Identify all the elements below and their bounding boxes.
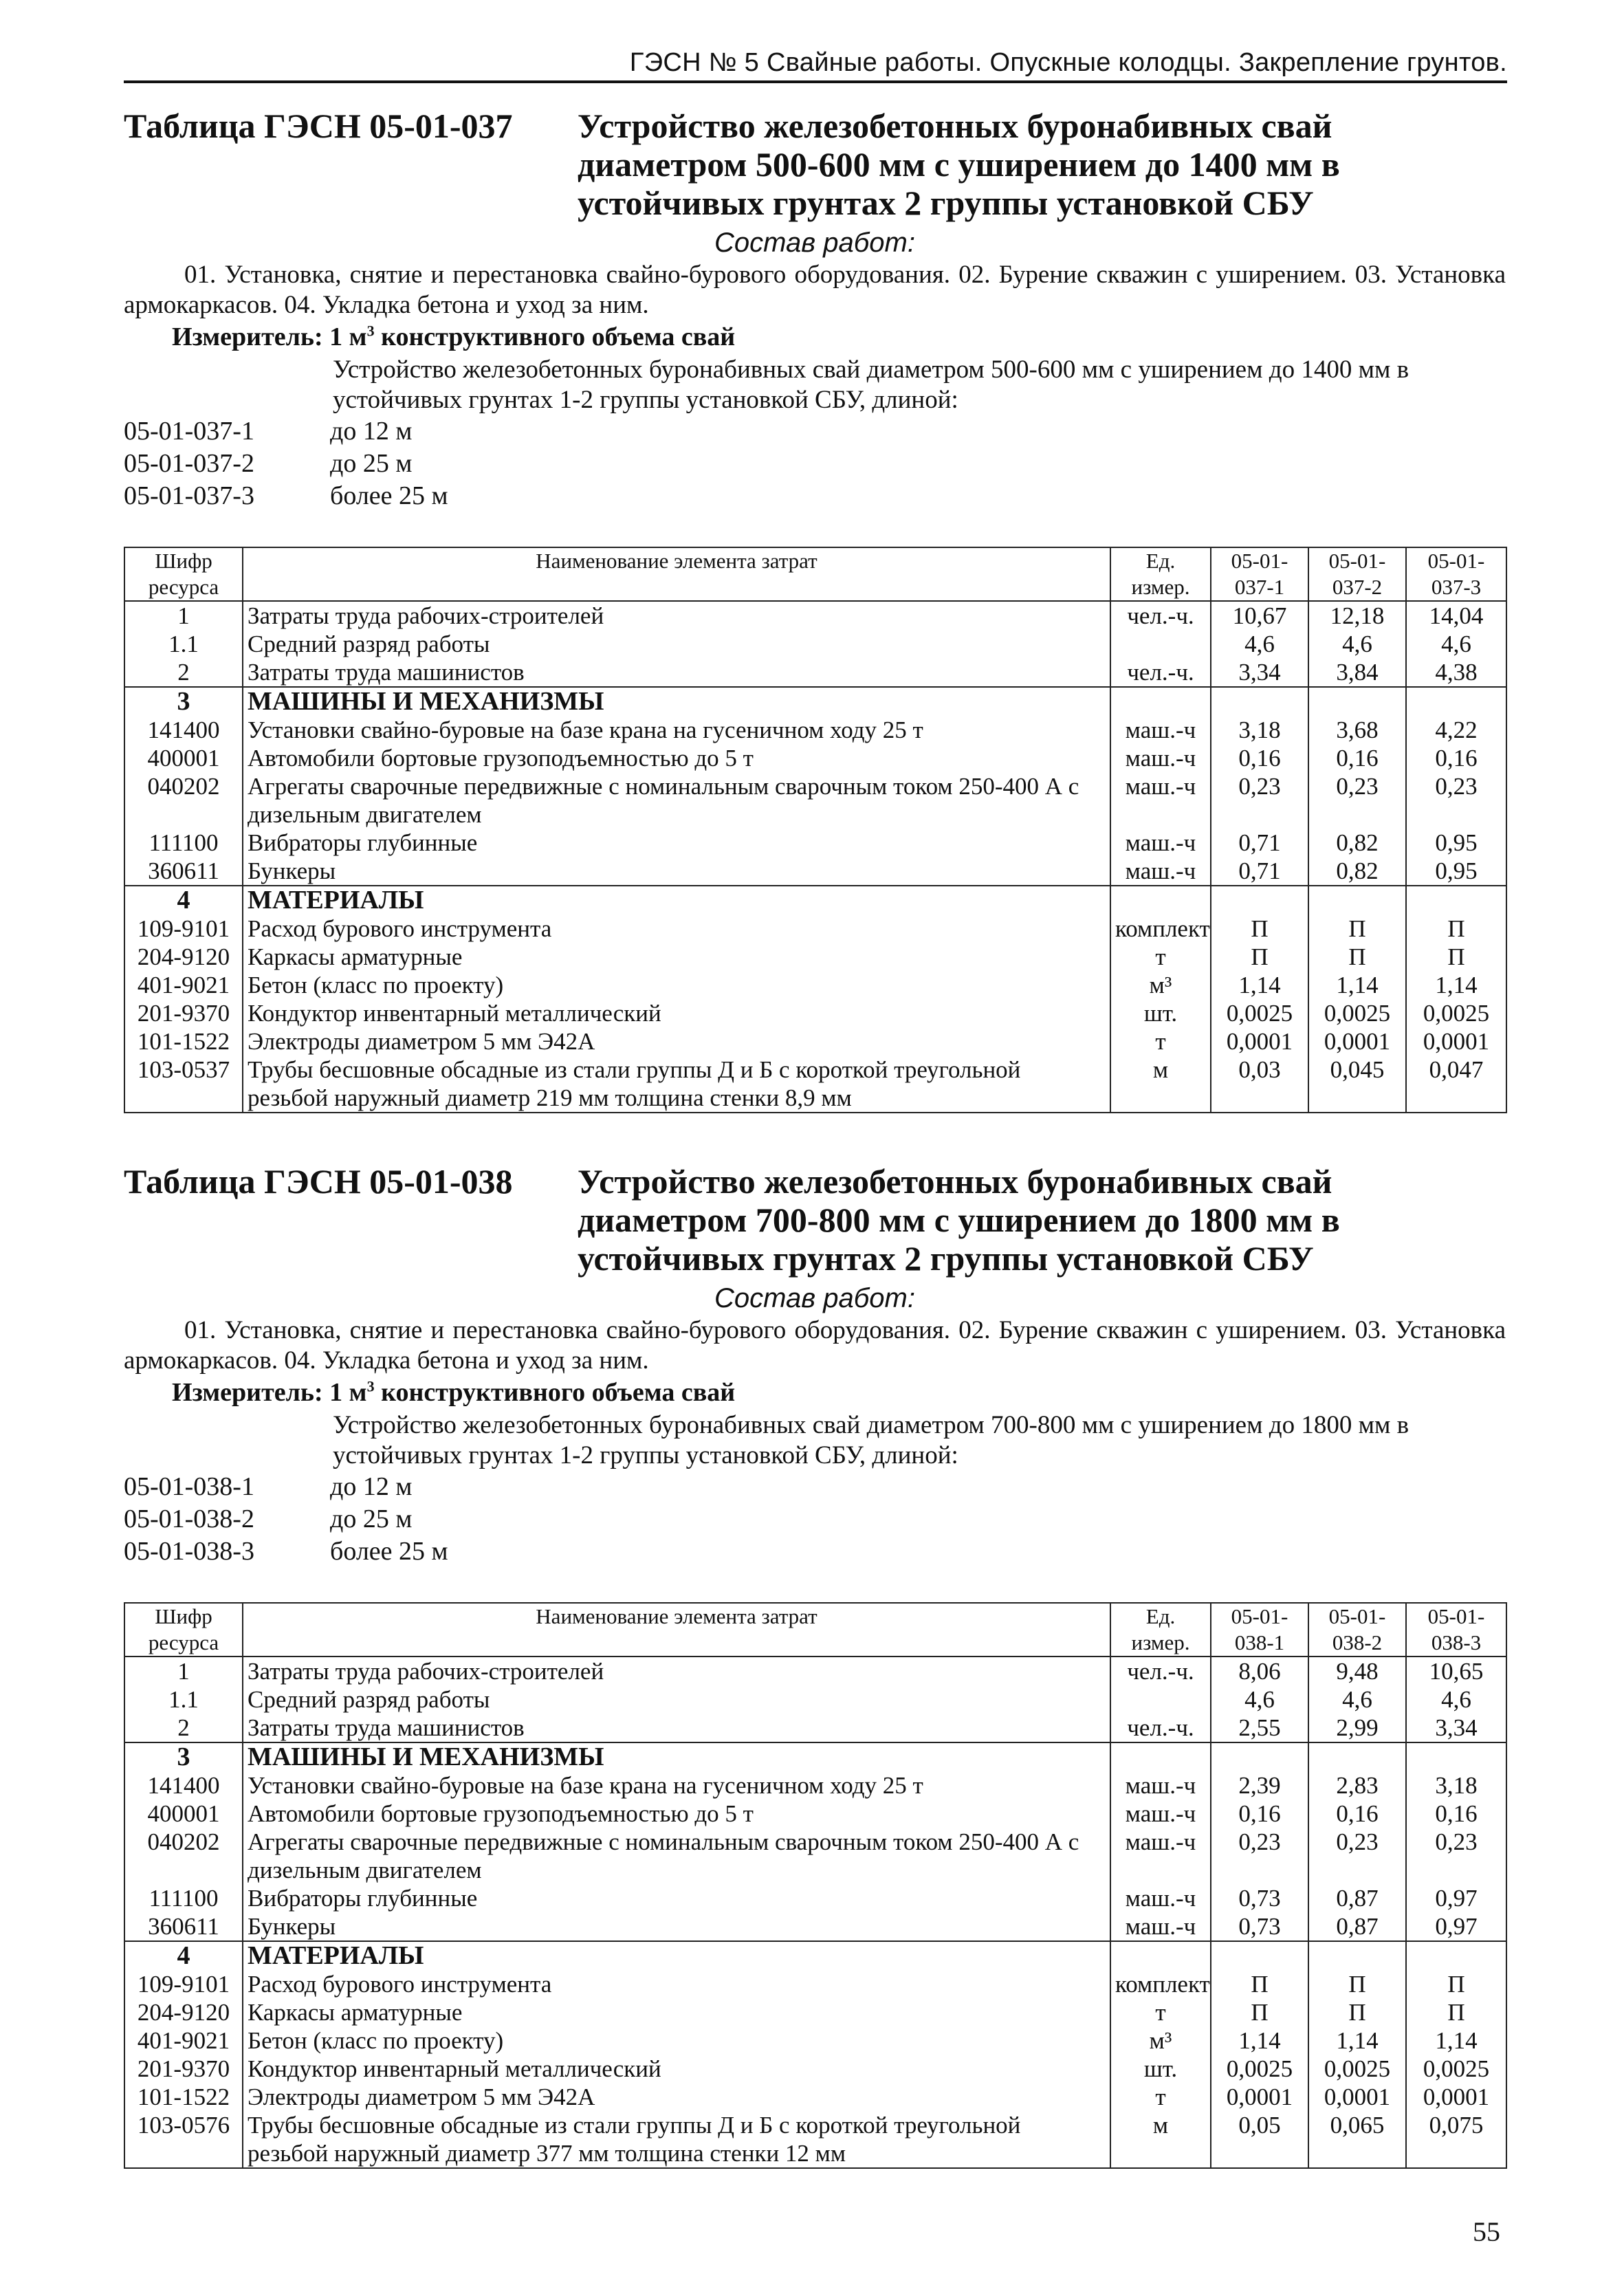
col-header-unit: Ед. измер. <box>1110 547 1211 601</box>
table-row <box>124 1970 1506 1998</box>
running-header: ГЭСН № 5 Свайные работы. Опускные колодцы. Закрепление грунтов. <box>124 48 1507 83</box>
cell-variant-2 <box>1308 1742 1406 1771</box>
cell-unit: маш.-ч <box>1110 772 1211 829</box>
table-row <box>124 1056 1506 1113</box>
table-row <box>124 658 1506 687</box>
table-row <box>124 1828 1506 1884</box>
cell-variant-3: 0,23 <box>1406 772 1506 829</box>
cell-variant-3: 0,97 <box>1406 1912 1506 1941</box>
cell-unit <box>1110 1742 1211 1771</box>
variant-text: до 25 м <box>330 449 413 478</box>
cell-unit: чел.-ч. <box>1110 601 1211 630</box>
cell-unit: т <box>1110 943 1211 971</box>
table-row <box>124 1027 1506 1056</box>
cell-variant-3: 0,95 <box>1406 857 1506 886</box>
cell-code: 400001 <box>124 1800 243 1828</box>
table-row <box>124 1657 1506 1685</box>
col-header-name: Наименование элемента затрат <box>243 547 1110 601</box>
cell-variant-3: П <box>1406 943 1506 971</box>
cell-name: МАШИНЫ И МЕХАНИЗМЫ <box>243 1742 1110 1771</box>
cell-code: 103-0576 <box>124 2111 243 2168</box>
variant-code: 05-01-037-1 <box>124 417 254 446</box>
col-header-variant-1: 05-01-038-1 <box>1211 1603 1308 1657</box>
table-row <box>124 1941 1506 1970</box>
cell-variant-3: 0,0001 <box>1406 2083 1506 2111</box>
cell-variant-3: П <box>1406 1970 1506 1998</box>
cell-variant-1: 3,34 <box>1211 658 1308 687</box>
cell-variant-3: 4,22 <box>1406 716 1506 744</box>
cell-variant-3: 10,65 <box>1406 1657 1506 1685</box>
composition-text: 01. Установка, снятие и перестановка свайно-бурового оборудования. 02. Бурение скважин с уширением. 03. Установка армокаркасов. 04. Укладка бетона и уход за ним. <box>124 261 1506 319</box>
cell-unit: комплект <box>1110 1970 1211 1998</box>
meter-unit <box>172 322 1506 352</box>
cell-variant-3: П <box>1406 1998 1506 2026</box>
cell-name: Электроды диаметром 5 мм Э42А <box>243 1027 1110 1056</box>
table-row <box>124 687 1506 716</box>
cell-name: Автомобили бортовые грузоподъемностью до 5 т <box>243 1800 1110 1828</box>
cell-variant-1 <box>1211 886 1308 915</box>
cell-name: Бункеры <box>243 1912 1110 1941</box>
table-row <box>124 1912 1506 1941</box>
table-code: Таблица ГЭСН 05-01-037 <box>124 107 513 145</box>
cell-variant-3: 0,97 <box>1406 1884 1506 1912</box>
cell-variant-1 <box>1211 1941 1308 1970</box>
cell-variant-1: 0,23 <box>1211 772 1308 829</box>
table-row <box>124 601 1506 630</box>
cell-variant-1 <box>1211 687 1308 716</box>
cell-variant-1: 2,39 <box>1211 1771 1308 1800</box>
cell-variant-1: 8,06 <box>1211 1657 1308 1685</box>
cell-variant-1: 3,18 <box>1211 716 1308 744</box>
table-row <box>124 1714 1506 1742</box>
cell-variant-1: 0,16 <box>1211 1800 1308 1828</box>
table-title: Устройство железобетонных буронабивных свай диаметром 500-600 мм с уширением до 1400 мм в устойчивых грунтах 2 группы установкой СБУ <box>578 107 1340 222</box>
variant-row <box>124 415 1506 448</box>
cell-name: Бетон (класс по проекту) <box>243 971 1110 999</box>
cell-unit: т <box>1110 2083 1211 2111</box>
cell-variant-1: П <box>1211 1998 1308 2026</box>
table-heading <box>124 107 1506 222</box>
meter-tail: конструктивного объема свай <box>374 1378 736 1407</box>
variant-code: 05-01-038-2 <box>124 1505 254 1533</box>
cell-variant-1: 0,16 <box>1211 744 1308 772</box>
cell-variant-3: 0,16 <box>1406 1800 1506 1828</box>
cell-code: 401-9021 <box>124 2026 243 2055</box>
cell-unit: чел.-ч. <box>1110 658 1211 687</box>
table-row <box>124 943 1506 971</box>
cell-name: Электроды диаметром 5 мм Э42А <box>243 2083 1110 2111</box>
variants-intro: Устройство железобетонных буронабивных свай диаметром 500-600 мм с уширением до 1400 мм в устойчивых грунтах 1-2 группы установкой СБУ, длиной: <box>333 356 1409 414</box>
cell-unit <box>1110 687 1211 716</box>
cell-name: Затраты труда машинистов <box>243 658 1110 687</box>
meter-label: Измеритель: 1 м <box>172 322 367 351</box>
cell-code: 201-9370 <box>124 999 243 1027</box>
cell-unit: маш.-ч <box>1110 1771 1211 1800</box>
cell-variant-2: 0,0025 <box>1308 999 1406 1027</box>
cell-unit <box>1110 1941 1211 1970</box>
table-row <box>124 915 1506 943</box>
cell-code: 1 <box>124 1657 243 1685</box>
cell-name: Каркасы арматурные <box>243 1998 1110 2026</box>
variant-row <box>124 480 1506 512</box>
cell-variant-1: 0,03 <box>1211 1056 1308 1113</box>
cell-variant-2: 0,0025 <box>1308 2055 1406 2083</box>
table-row <box>124 1685 1506 1714</box>
cell-variant-3: 0,95 <box>1406 829 1506 857</box>
table-header-row <box>124 547 1506 601</box>
cell-unit: маш.-ч <box>1110 744 1211 772</box>
cell-unit: маш.-ч <box>1110 857 1211 886</box>
cell-variant-2: 0,16 <box>1308 744 1406 772</box>
cell-variant-1: 0,73 <box>1211 1884 1308 1912</box>
cell-variant-3: 4,6 <box>1406 630 1506 658</box>
cell-code: 4 <box>124 886 243 915</box>
table-row <box>124 857 1506 886</box>
cell-code: 040202 <box>124 772 243 829</box>
cell-variant-3: 0,047 <box>1406 1056 1506 1113</box>
cell-variant-1: 0,0025 <box>1211 2055 1308 2083</box>
table-row <box>124 829 1506 857</box>
cell-variant-2 <box>1308 687 1406 716</box>
cell-name: Вибраторы глубинные <box>243 829 1110 857</box>
col-header-unit: Ед. измер. <box>1110 1603 1211 1657</box>
cell-unit: чел.-ч. <box>1110 1657 1211 1685</box>
cell-name: МАШИНЫ И МЕХАНИЗМЫ <box>243 687 1110 716</box>
composition-label: Состав работ: <box>714 1283 915 1313</box>
cell-code: 360611 <box>124 857 243 886</box>
cell-variant-2: 0,0001 <box>1308 1027 1406 1056</box>
cell-name: Автомобили бортовые грузоподъемностью до 5 т <box>243 744 1110 772</box>
cell-unit: шт. <box>1110 999 1211 1027</box>
cell-variant-2: 12,18 <box>1308 601 1406 630</box>
cell-variant-3 <box>1406 687 1506 716</box>
cell-variant-2: 2,99 <box>1308 1714 1406 1742</box>
table-row <box>124 630 1506 658</box>
cell-variant-2: 3,84 <box>1308 658 1406 687</box>
cell-variant-3: 3,18 <box>1406 1771 1506 1800</box>
cell-variant-2: 0,23 <box>1308 1828 1406 1884</box>
cell-variant-2: 0,23 <box>1308 772 1406 829</box>
cell-variant-1: 0,71 <box>1211 829 1308 857</box>
cell-variant-3: 1,14 <box>1406 2026 1506 2055</box>
cell-variant-2: 4,6 <box>1308 630 1406 658</box>
table-row <box>124 999 1506 1027</box>
cell-variant-2: П <box>1308 915 1406 943</box>
cell-variant-1: 0,71 <box>1211 857 1308 886</box>
cell-code: 103-0537 <box>124 1056 243 1113</box>
variant-code: 05-01-038-1 <box>124 1472 254 1501</box>
cell-unit: м <box>1110 2111 1211 2168</box>
cell-variant-3: 3,34 <box>1406 1714 1506 1742</box>
cell-name: Затраты труда рабочих-строителей <box>243 1657 1110 1685</box>
cell-code: 2 <box>124 1714 243 1742</box>
cell-variant-2: 3,68 <box>1308 716 1406 744</box>
cell-variant-2: 9,48 <box>1308 1657 1406 1685</box>
cell-unit: маш.-ч <box>1110 829 1211 857</box>
variant-text: более 25 м <box>330 481 448 510</box>
meter-tail: конструктивного объема свай <box>374 322 736 351</box>
cell-variant-3: 1,14 <box>1406 971 1506 999</box>
composition-label: Состав работ: <box>714 228 915 258</box>
table-row <box>124 1771 1506 1800</box>
cell-name: Расход бурового инструмента <box>243 915 1110 943</box>
cell-variant-2: 4,6 <box>1308 1685 1406 1714</box>
cell-code: 3 <box>124 1742 243 1771</box>
cell-variant-1: П <box>1211 915 1308 943</box>
cell-variant-2 <box>1308 886 1406 915</box>
col-header-variant-3: 05-01-037-3 <box>1406 547 1506 601</box>
cell-code: 111100 <box>124 1884 243 1912</box>
cell-unit: маш.-ч <box>1110 716 1211 744</box>
cell-name: Установки свайно-буровые на базе крана на гусеничном ходу 25 т <box>243 1771 1110 1800</box>
cell-variant-1: 2,55 <box>1211 1714 1308 1742</box>
cell-variant-3: 0,0025 <box>1406 999 1506 1027</box>
cell-name: Каркасы арматурные <box>243 943 1110 971</box>
cell-code: 141400 <box>124 1771 243 1800</box>
resource-table-038 <box>124 1602 1507 2169</box>
meter-sup: 3 <box>366 322 375 340</box>
cell-name: Вибраторы глубинные <box>243 1884 1110 1912</box>
col-header-code: Шифр ресурса <box>124 1603 243 1657</box>
col-header-variant-1: 05-01-037-1 <box>1211 547 1308 601</box>
cell-unit <box>1110 630 1211 658</box>
composition-text: 01. Установка, снятие и перестановка свайно-бурового оборудования. 02. Бурение скважин с уширением. 03. Установка армокаркасов. 04. Укладка бетона и уход за ним. <box>124 1316 1506 1375</box>
table-row <box>124 1998 1506 2026</box>
cell-variant-3: 4,38 <box>1406 658 1506 687</box>
cell-name: Затраты труда машинистов <box>243 1714 1110 1742</box>
table-row <box>124 2083 1506 2111</box>
cell-code: 3 <box>124 687 243 716</box>
cell-name: Кондуктор инвентарный металлический <box>243 999 1110 1027</box>
page-number: 55 <box>1473 2216 1500 2247</box>
cell-name: Расход бурового инструмента <box>243 1970 1110 1998</box>
cell-variant-2: 0,045 <box>1308 1056 1406 1113</box>
cell-variant-1: 0,0001 <box>1211 2083 1308 2111</box>
cell-code: 109-9101 <box>124 915 243 943</box>
cell-code: 201-9370 <box>124 2055 243 2083</box>
cell-variant-3: 0,16 <box>1406 744 1506 772</box>
cell-unit: маш.-ч <box>1110 1828 1211 1884</box>
variant-row <box>124 1471 1506 1503</box>
table-title: Устройство железобетонных буронабивных свай диаметром 700-800 мм с уширением до 1800 мм в устойчивых грунтах 2 группы установкой СБУ <box>578 1162 1340 1278</box>
cell-variant-1: 4,6 <box>1211 1685 1308 1714</box>
cell-variant-2: 0,82 <box>1308 857 1406 886</box>
cell-unit: т <box>1110 1027 1211 1056</box>
variant-text: до 12 м <box>330 1472 413 1501</box>
cell-unit: м³ <box>1110 2026 1211 2055</box>
cell-variant-1: 0,0001 <box>1211 1027 1308 1056</box>
cell-variant-1: П <box>1211 943 1308 971</box>
cell-code: 204-9120 <box>124 1998 243 2026</box>
cell-variant-2: П <box>1308 1970 1406 1998</box>
variant-text: до 12 м <box>330 417 413 446</box>
cell-variant-3: 0,23 <box>1406 1828 1506 1884</box>
table-row <box>124 716 1506 744</box>
meter-label: Измеритель: 1 м <box>172 1378 367 1407</box>
variant-row <box>124 1535 1506 1568</box>
cell-unit: маш.-ч <box>1110 1884 1211 1912</box>
cell-code: 1.1 <box>124 1685 243 1714</box>
cell-variant-1: 0,23 <box>1211 1828 1308 1884</box>
cell-variant-3 <box>1406 1941 1506 1970</box>
meter-unit <box>172 1377 1506 1408</box>
table-row <box>124 1742 1506 1771</box>
cell-name: Бетон (класс по проекту) <box>243 2026 1110 2055</box>
col-header-code: Шифр ресурса <box>124 547 243 601</box>
cell-name: Агрегаты сварочные передвижные с номинальным сварочным током 250-400 А с дизельным двигателем <box>243 1828 1110 1884</box>
cell-variant-1: 0,05 <box>1211 2111 1308 2168</box>
variant-text: до 25 м <box>330 1505 413 1533</box>
variant-text: более 25 м <box>330 1537 448 1566</box>
cell-variant-2: 1,14 <box>1308 2026 1406 2055</box>
cell-variant-3: 0,075 <box>1406 2111 1506 2168</box>
cell-variant-2: 0,16 <box>1308 1800 1406 1828</box>
cell-variant-1: 0,73 <box>1211 1912 1308 1941</box>
table-row <box>124 886 1506 915</box>
cell-unit: м <box>1110 1056 1211 1113</box>
cell-code: 401-9021 <box>124 971 243 999</box>
cell-code: 2 <box>124 658 243 687</box>
cell-variant-1: 1,14 <box>1211 971 1308 999</box>
resource-table-037 <box>124 547 1507 1113</box>
table-row <box>124 971 1506 999</box>
cell-variant-2: П <box>1308 943 1406 971</box>
cell-variant-3 <box>1406 1742 1506 1771</box>
table-row <box>124 2111 1506 2168</box>
cell-code: 204-9120 <box>124 943 243 971</box>
col-header-variant-3: 05-01-038-3 <box>1406 1603 1506 1657</box>
cell-code: 360611 <box>124 1912 243 1941</box>
cell-variant-1 <box>1211 1742 1308 1771</box>
cell-name: Кондуктор инвентарный металлический <box>243 2055 1110 2083</box>
cell-variant-3: 0,0001 <box>1406 1027 1506 1056</box>
cell-variant-3: 14,04 <box>1406 601 1506 630</box>
table-header-row <box>124 1603 1506 1657</box>
cell-variant-3: П <box>1406 915 1506 943</box>
table-row <box>124 1884 1506 1912</box>
col-header-variant-2: 05-01-037-2 <box>1308 547 1406 601</box>
cell-variant-1: 0,0025 <box>1211 999 1308 1027</box>
col-header-name: Наименование элемента затрат <box>243 1603 1110 1657</box>
variant-row <box>124 1503 1506 1535</box>
table-row <box>124 2026 1506 2055</box>
cell-code: 400001 <box>124 744 243 772</box>
table-row <box>124 2055 1506 2083</box>
variant-code: 05-01-038-3 <box>124 1537 254 1566</box>
cell-name: Агрегаты сварочные передвижные с номинальным сварочным током 250-400 А с дизельным двигателем <box>243 772 1110 829</box>
table-heading <box>124 1162 1506 1278</box>
table-section-038 <box>124 1162 1506 1568</box>
cell-variant-1: П <box>1211 1970 1308 1998</box>
table-row <box>124 744 1506 772</box>
cell-unit: маш.-ч <box>1110 1800 1211 1828</box>
cell-unit <box>1110 1685 1211 1714</box>
meter-sup: 3 <box>366 1377 375 1395</box>
cell-name: Затраты труда рабочих-строителей <box>243 601 1110 630</box>
col-header-variant-2: 05-01-038-2 <box>1308 1603 1406 1657</box>
cell-variant-2: 2,83 <box>1308 1771 1406 1800</box>
cell-unit: маш.-ч <box>1110 1912 1211 1941</box>
cell-variant-3: 0,0025 <box>1406 2055 1506 2083</box>
cell-variant-2: П <box>1308 1998 1406 2026</box>
cell-variant-2 <box>1308 1941 1406 1970</box>
variant-code: 05-01-037-3 <box>124 481 254 510</box>
cell-variant-1: 10,67 <box>1211 601 1308 630</box>
cell-name: Средний разряд работы <box>243 1685 1110 1714</box>
cell-variant-2: 0,87 <box>1308 1884 1406 1912</box>
cell-unit: м³ <box>1110 971 1211 999</box>
cell-code: 109-9101 <box>124 1970 243 1998</box>
cell-unit: чел.-ч. <box>1110 1714 1211 1742</box>
cell-code: 101-1522 <box>124 2083 243 2111</box>
cell-variant-3: 4,6 <box>1406 1685 1506 1714</box>
cell-code: 1.1 <box>124 630 243 658</box>
variant-code: 05-01-037-2 <box>124 449 254 478</box>
cell-name: Бункеры <box>243 857 1110 886</box>
cell-unit: шт. <box>1110 2055 1211 2083</box>
cell-variant-1: 1,14 <box>1211 2026 1308 2055</box>
cell-name: МАТЕРИАЛЫ <box>243 1941 1110 1970</box>
cell-variant-2: 0,87 <box>1308 1912 1406 1941</box>
cell-unit: комплект <box>1110 915 1211 943</box>
cell-variant-3 <box>1406 886 1506 915</box>
table-row <box>124 772 1506 829</box>
cell-variant-2: 0,82 <box>1308 829 1406 857</box>
variant-row <box>124 448 1506 480</box>
variants-intro: Устройство железобетонных буронабивных свай диаметром 700-800 мм с уширением до 1800 мм в устойчивых грунтах 1-2 группы установкой СБУ, длиной: <box>333 1411 1409 1469</box>
cell-unit <box>1110 886 1211 915</box>
table-code: Таблица ГЭСН 05-01-038 <box>124 1162 513 1201</box>
cell-code: 1 <box>124 601 243 630</box>
cell-code: 4 <box>124 1941 243 1970</box>
cell-code: 040202 <box>124 1828 243 1884</box>
cell-variant-2: 0,065 <box>1308 2111 1406 2168</box>
cell-variant-1: 4,6 <box>1211 630 1308 658</box>
table-row <box>124 1800 1506 1828</box>
cell-unit: т <box>1110 1998 1211 2026</box>
cell-variant-2: 1,14 <box>1308 971 1406 999</box>
cell-name: МАТЕРИАЛЫ <box>243 886 1110 915</box>
cell-name: Установки свайно-буровые на базе крана на гусеничном ходу 25 т <box>243 716 1110 744</box>
cell-code: 101-1522 <box>124 1027 243 1056</box>
cell-name: Трубы бесшовные обсадные из стали группы Д и Б с короткой треугольной резьбой наружный диаметр 219 мм толщина стенки 8,9 мм <box>243 1056 1110 1113</box>
cell-name: Трубы бесшовные обсадные из стали группы Д и Б с короткой треугольной резьбой наружный диаметр 377 мм толщина стенки 12 мм <box>243 2111 1110 2168</box>
table-section-037 <box>124 107 1506 512</box>
cell-name: Средний разряд работы <box>243 630 1110 658</box>
cell-variant-2: 0,0001 <box>1308 2083 1406 2111</box>
cell-code: 141400 <box>124 716 243 744</box>
cell-code: 111100 <box>124 829 243 857</box>
